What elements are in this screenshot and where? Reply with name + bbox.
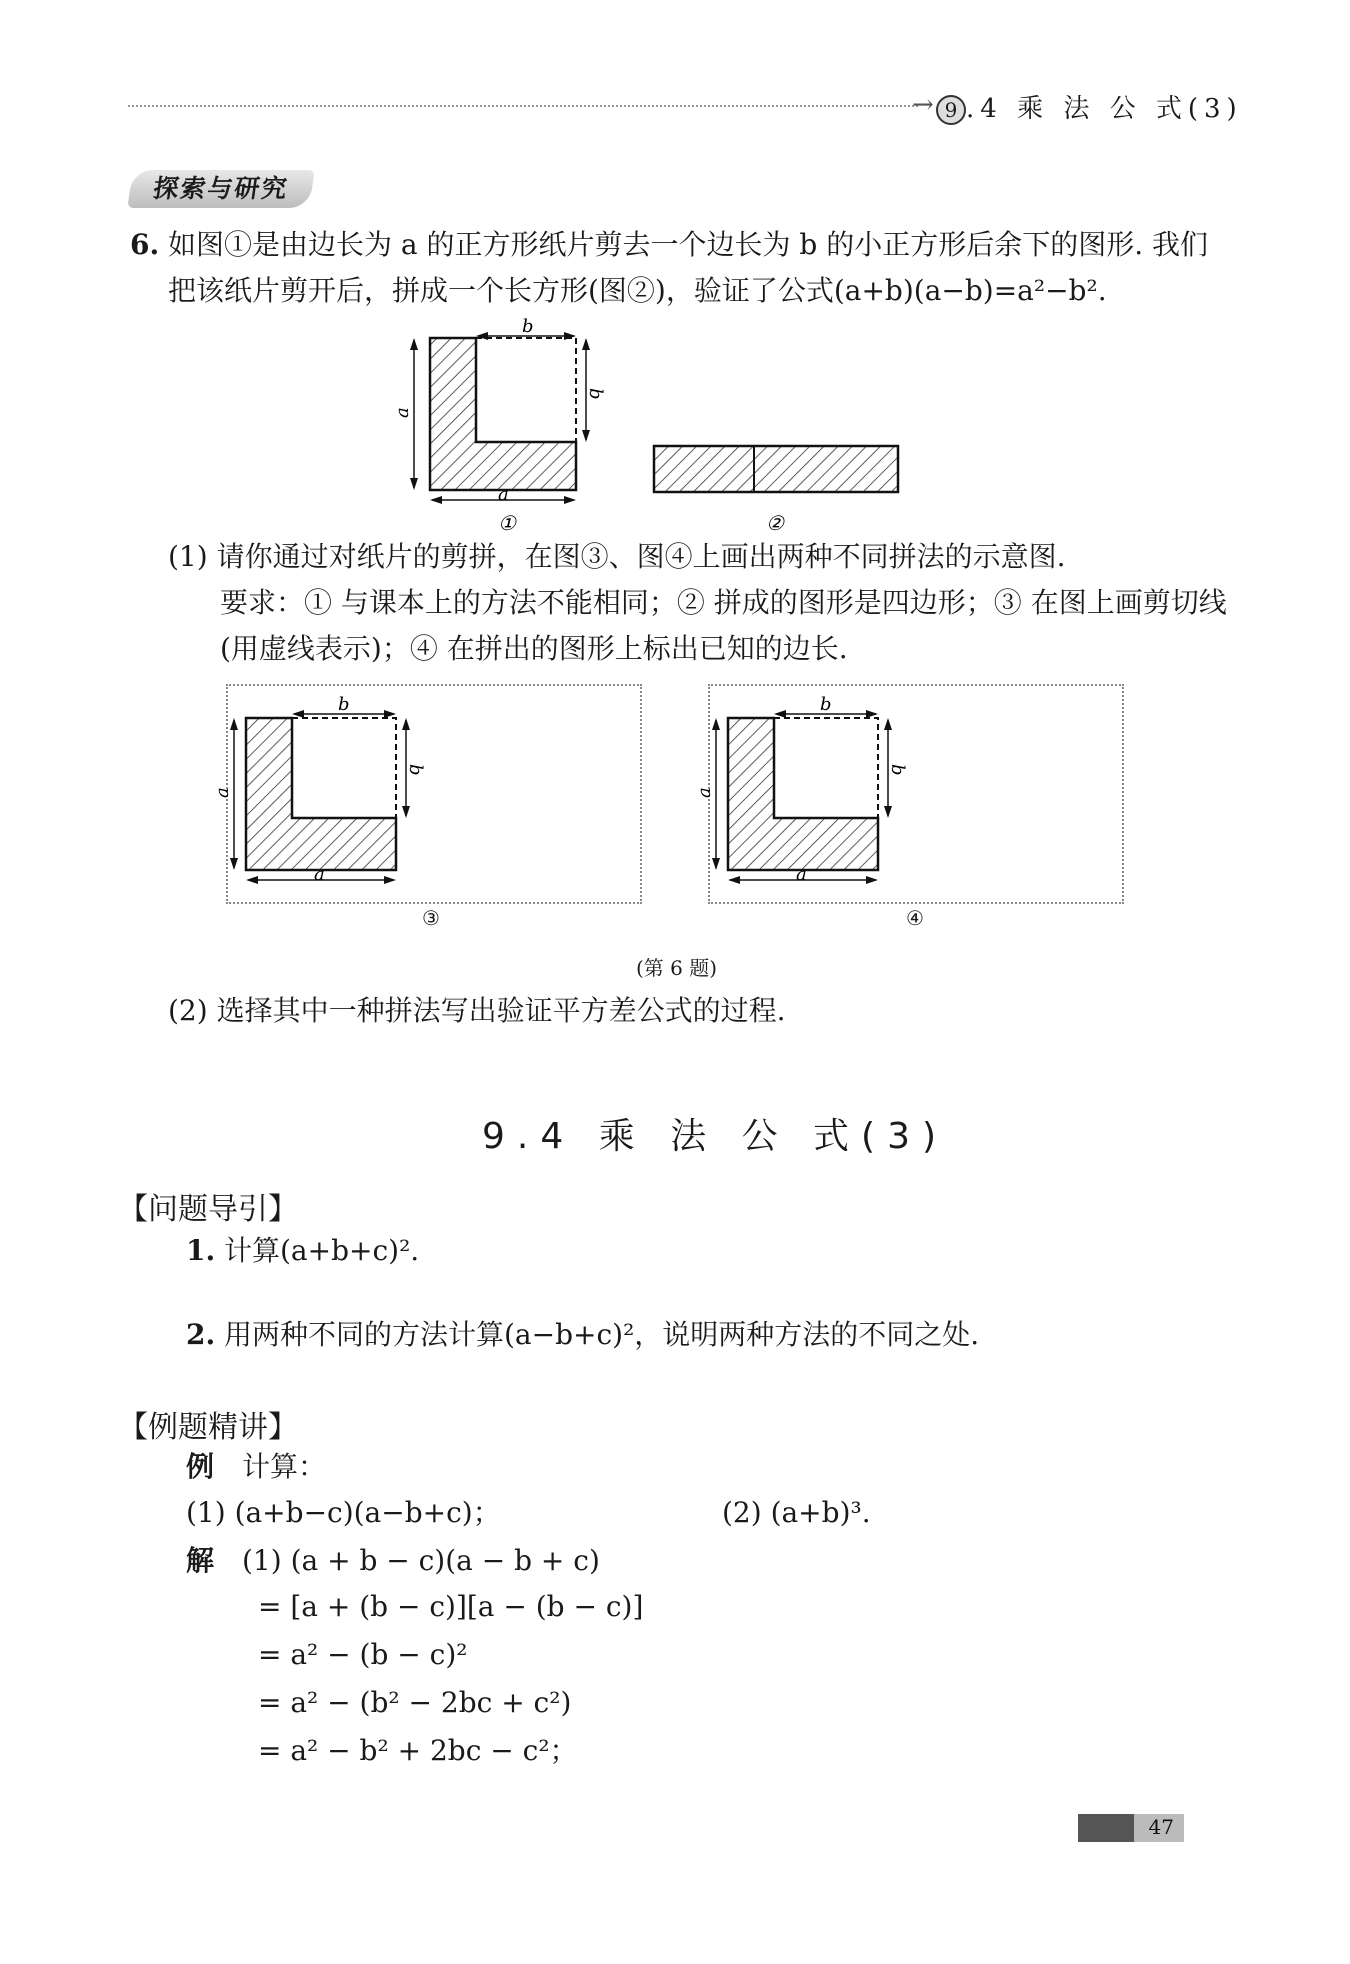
problem-number: 6. — [130, 228, 160, 261]
solution-line-3: = a² − (b − c)² — [258, 1638, 468, 1671]
solution-line-2: = [a + (b − c)][a − (b − c)] — [258, 1590, 644, 1623]
fig1-label-a-left: a — [392, 407, 413, 418]
fig1-label-a-bottom: a — [498, 484, 509, 505]
solution-line-5: = a² − b² + 2bc − c²； — [258, 1734, 578, 1767]
solution-line-1: (1) (a + b − c)(a − b + c) — [242, 1544, 600, 1577]
running-header-title: 乘 法 公 式(3) — [1017, 94, 1243, 124]
problem-line-1: 如图①是由边长为 a 的正方形纸片剪去一个边长为 b 的小正方形后余下的图形. 我们 — [168, 228, 1209, 261]
fig2-caption: ② — [766, 511, 784, 535]
example-prompt: 计算： — [242, 1450, 327, 1483]
svg-text:b: b — [820, 694, 832, 715]
explore-section-tag: 探索与研究 — [127, 170, 314, 208]
page-number: 47 — [1148, 1815, 1174, 1839]
svg-text:a: a — [796, 864, 807, 885]
svg-text:b: b — [405, 764, 426, 776]
fig4-caption: ④ — [906, 906, 924, 930]
figure-caption: (第 6 题) — [636, 956, 718, 980]
solution-line-4: = a² − (b² − 2bc + c²) — [258, 1686, 572, 1719]
requirement-line-2: (用虚线表示)；④ 在拼出的图形上标出已知的边长. — [220, 632, 848, 665]
lesson-title: 9.4 乘 法 公 式(3) — [482, 1116, 949, 1157]
fig3-caption: ③ — [422, 906, 440, 930]
fig1-l-shape — [430, 338, 576, 490]
fig2-rectangle — [654, 446, 898, 492]
section-number-rest: .4 — [966, 94, 1003, 124]
fig1-caption: ① — [498, 511, 516, 535]
sub-question-1: (1) 请你通过对纸片的剪拼，在图③、图④上画出两种不同拼法的示意图. — [168, 540, 1066, 573]
fig1-removed-square — [476, 338, 576, 442]
solution-label: 解 — [186, 1544, 215, 1577]
header-rule — [128, 105, 918, 107]
example-label: 例 — [186, 1450, 215, 1483]
question-2-number: 2. — [186, 1318, 216, 1351]
fig3-drawing — [212, 694, 426, 894]
svg-text:b: b — [338, 694, 350, 715]
question-1-text: 计算(a+b+c)². — [224, 1234, 420, 1267]
svg-text:b: b — [887, 764, 908, 776]
sub-question-2: (2) 选择其中一种拼法写出验证平方差公式的过程. — [168, 994, 786, 1027]
svg-text:a: a — [694, 787, 715, 798]
header-arrow-icon: → — [912, 90, 934, 120]
fig1-label-b-right: b — [585, 388, 606, 400]
running-header — [936, 88, 1243, 125]
fig4-drawing — [694, 694, 908, 894]
example-part-2: (2) (a+b)³. — [722, 1496, 871, 1529]
svg-text:a: a — [212, 787, 233, 798]
guide-heading: 【问题导引】 — [118, 1192, 298, 1227]
figures-1-2 — [392, 316, 920, 538]
question-2-text: 用两种不同的方法计算(a−b+c)²，说明两种方法的不同之处. — [224, 1318, 980, 1351]
svg-text:a: a — [314, 864, 325, 885]
question-1-number: 1. — [186, 1234, 216, 1267]
requirement-line-1: 要求：① 与课本上的方法不能相同；② 拼成的图形是四边形；③ 在图上画剪切线 — [220, 586, 1227, 619]
problem-line-2: 把该纸片剪开后，拼成一个长方形(图②)，验证了公式(a+b)(a−b)=a²−b². — [168, 274, 1107, 307]
example-part-1: (1) (a+b−c)(a−b+c)； — [186, 1496, 501, 1529]
section-circle: 9 — [936, 95, 966, 125]
page-number-badge — [1078, 1814, 1184, 1842]
example-heading: 【例题精讲】 — [118, 1410, 298, 1445]
fig1-label-b-top: b — [522, 316, 534, 337]
